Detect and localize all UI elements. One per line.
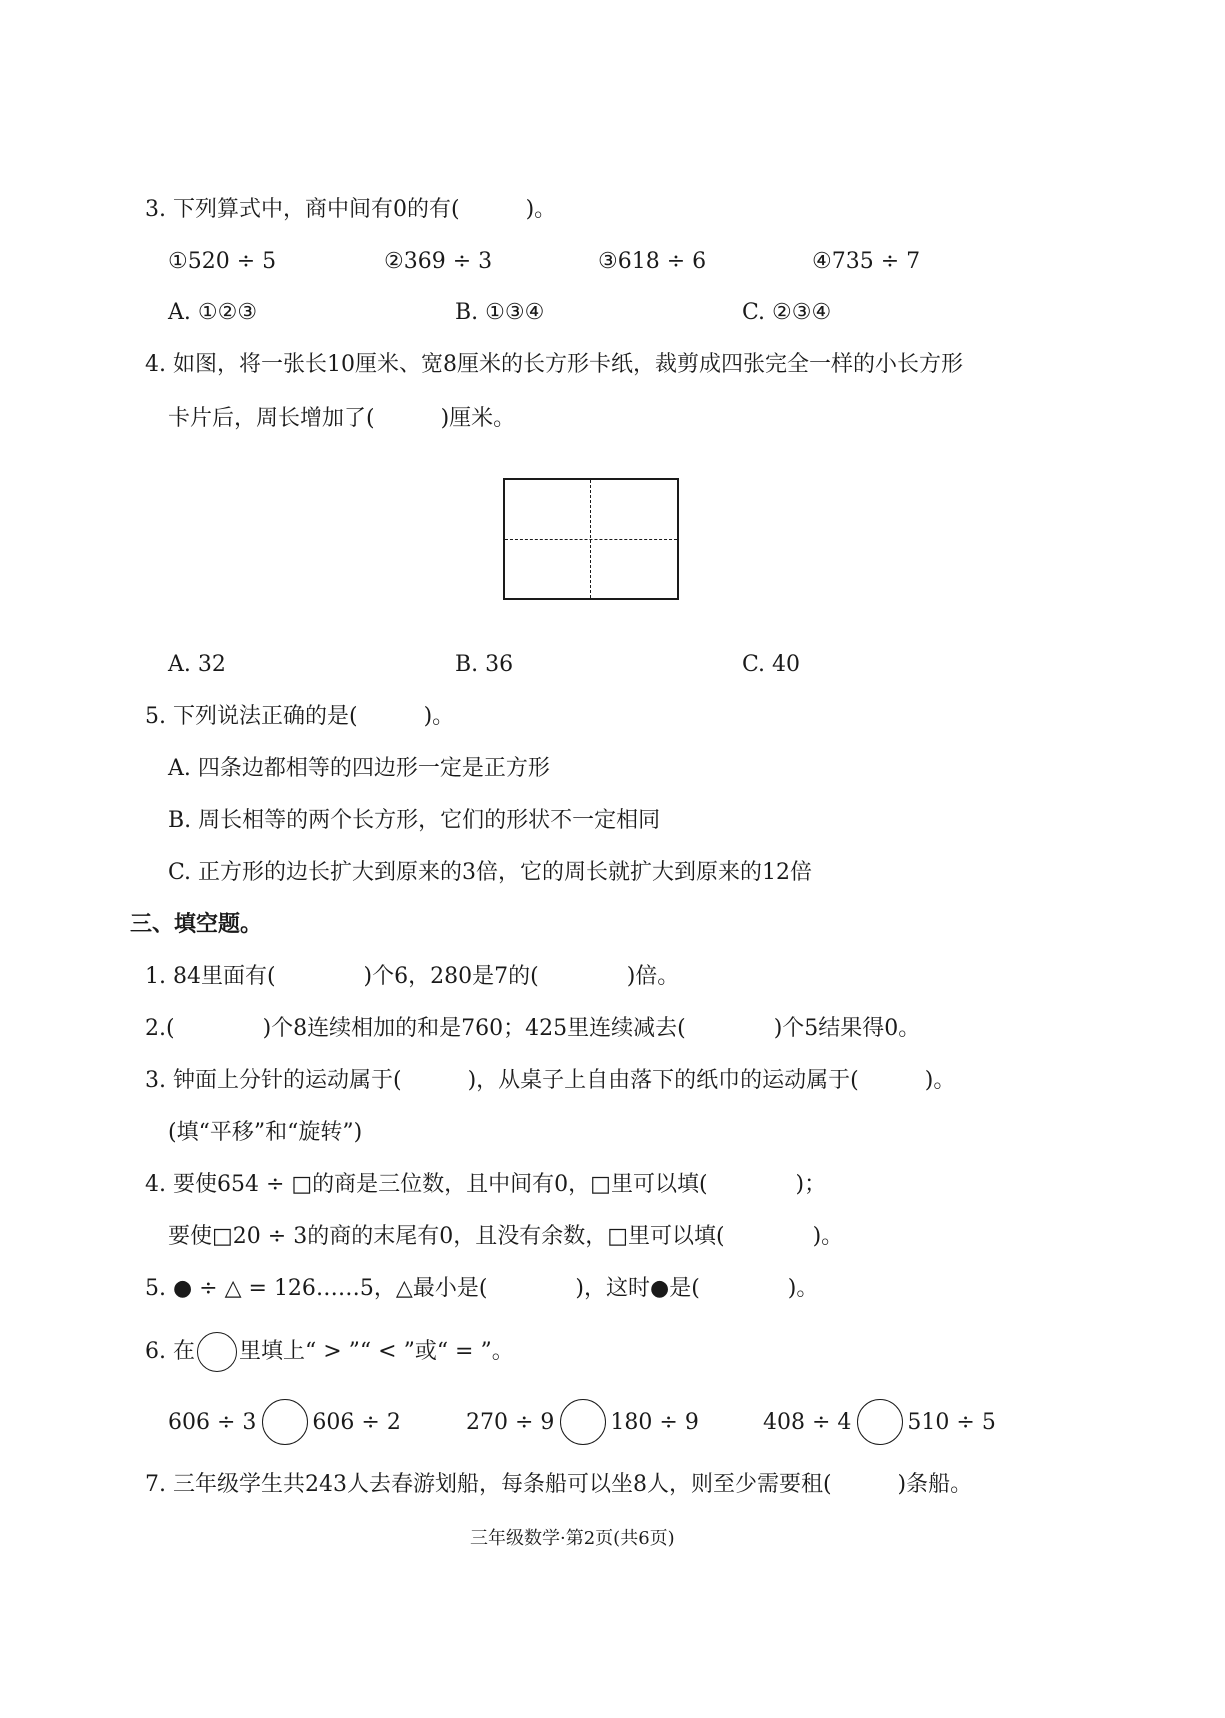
rectangle-figure bbox=[503, 478, 679, 600]
q4-stem-line1: 4. 如图，将一张长10厘米、宽8厘米的长方形卡纸，裁剪成四张完全一样的小长方形 bbox=[145, 352, 963, 377]
q3-stem: 3. 下列算式中，商中间有0的有( )。 bbox=[145, 197, 557, 222]
comparison-3-left: 408 ÷ 4 bbox=[763, 1409, 852, 1435]
comparison-1-left: 606 ÷ 3 bbox=[168, 1409, 257, 1435]
fill-q4-line2: 要使□20 ÷ 3的商的末尾有0，且没有余数，□里可以填( )。 bbox=[168, 1224, 844, 1249]
q4-option-a: A. 32 bbox=[168, 652, 226, 677]
fill-q6-prefix: 6. 在 bbox=[145, 1339, 195, 1364]
q5-option-c: C. 正方形的边长扩大到原来的3倍，它的周长就扩大到原来的12倍 bbox=[168, 860, 813, 885]
fill-q4-line1: 4. 要使654 ÷ □的商是三位数，且中间有0，□里可以填( )； bbox=[145, 1172, 827, 1197]
q4-option-c: C. 40 bbox=[742, 652, 801, 677]
fill-q5: 5. ● ÷ △ = 126……5，△最小是( )，这时●是( )。 bbox=[145, 1276, 819, 1301]
fill-q3-line2: (填“平移”和“旋转”) bbox=[168, 1120, 363, 1145]
comparison-1 bbox=[168, 1398, 401, 1446]
comparison-2 bbox=[466, 1398, 699, 1446]
horizontal-dashed-cut bbox=[505, 539, 677, 540]
comparison-1-circle[interactable] bbox=[262, 1399, 308, 1445]
q5-option-a: A. 四条边都相等的四边形一定是正方形 bbox=[168, 756, 550, 781]
comparison-3-right: 510 ÷ 5 bbox=[907, 1409, 996, 1435]
fill-q6-suffix: 里填上“ > ”“ < ”或“ = ”。 bbox=[238, 1339, 514, 1364]
fill-q1: 1. 84里面有( )个6，280是7的( )倍。 bbox=[145, 964, 680, 989]
q5-stem: 5. 下列说法正确的是( )。 bbox=[145, 704, 455, 729]
q3-option-b: B. ①③④ bbox=[455, 300, 545, 325]
comparison-3-circle[interactable] bbox=[857, 1399, 903, 1445]
fill-q3-line1: 3. 钟面上分针的运动属于( )，从桌子上自由落下的纸巾的运动属于( )。 bbox=[145, 1068, 956, 1093]
q4-option-b: B. 36 bbox=[455, 652, 514, 677]
answer-circle-icon bbox=[197, 1332, 237, 1372]
q5-option-b: B. 周长相等的两个长方形，它们的形状不一定相同 bbox=[168, 808, 661, 833]
comparison-2-right: 180 ÷ 9 bbox=[610, 1409, 699, 1435]
q3-item-2: ②369 ÷ 3 bbox=[384, 249, 493, 274]
fill-q2: 2.( )个8连续相加的和是760；425里连续减去( )个5结果得0。 bbox=[145, 1016, 921, 1041]
fill-q6-stem bbox=[145, 1332, 514, 1372]
comparison-2-left: 270 ÷ 9 bbox=[466, 1409, 555, 1435]
page-footer: 三年级数学·第2页(共6页) bbox=[470, 1528, 675, 1549]
q3-option-c: C. ②③④ bbox=[742, 300, 832, 325]
comparison-3 bbox=[763, 1398, 996, 1446]
fill-q7: 7. 三年级学生共243人去春游划船，每条船可以坐8人，则至少需要租( )条船。 bbox=[145, 1472, 973, 1497]
section-3-title: 三、填空题。 bbox=[130, 912, 263, 937]
q3-option-a: A. ①②③ bbox=[168, 300, 258, 325]
q4-stem-line2: 卡片后，周长增加了( )厘米。 bbox=[168, 406, 516, 431]
q3-item-4: ④735 ÷ 7 bbox=[812, 249, 921, 274]
comparison-1-right: 606 ÷ 2 bbox=[312, 1409, 401, 1435]
comparison-2-circle[interactable] bbox=[560, 1399, 606, 1445]
q3-item-3: ③618 ÷ 6 bbox=[598, 249, 707, 274]
q3-item-1: ①520 ÷ 5 bbox=[168, 249, 277, 274]
